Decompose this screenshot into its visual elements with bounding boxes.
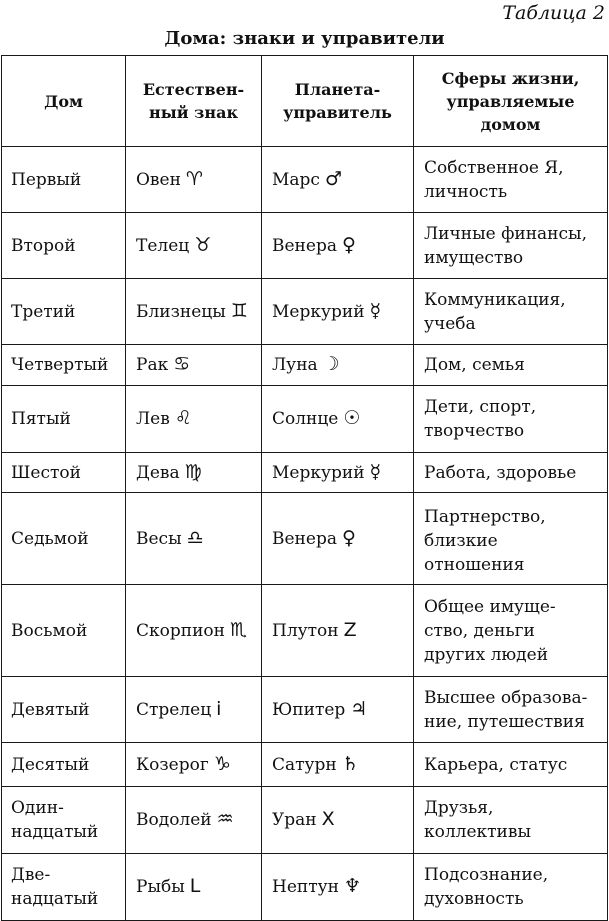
sign-cell <box>126 386 262 453</box>
spheres-text: Высшее образова-ние, путешествия <box>424 687 588 732</box>
spheres-text: Собственное Я, личность <box>424 157 564 202</box>
house-cell <box>2 677 126 743</box>
house-cell <box>2 279 126 345</box>
house-cell <box>2 147 126 213</box>
mars-icon: ♂ <box>324 167 342 190</box>
header-house <box>2 56 126 147</box>
house-name: Седьмой <box>11 528 89 549</box>
spheres-cell <box>414 787 608 854</box>
house-name: Восьмой <box>11 620 88 641</box>
sign-name: Весы <box>136 528 182 549</box>
table-row <box>2 279 608 345</box>
aries-icon: ♈︎ <box>185 167 203 190</box>
virgo-icon: ♍︎ <box>184 460 202 483</box>
sign-name: Овен <box>136 169 181 190</box>
spheres-text: Дети, спорт, творчество <box>424 397 537 441</box>
planet-name: Марс <box>272 169 320 190</box>
venus-icon: ♀ <box>341 233 356 256</box>
house-name: Четвертый <box>11 355 109 375</box>
taurus-icon: ♉︎ <box>194 233 212 256</box>
sagittarius-icon: i <box>216 697 222 720</box>
spheres-text: Подсознание, духовность <box>424 865 549 909</box>
mercury-icon: ☿ <box>369 460 382 483</box>
aquarius-icon: ♒︎ <box>216 808 234 830</box>
sign-name: Стрелец <box>136 699 212 720</box>
table-row <box>2 493 608 585</box>
house-cell <box>2 585 126 677</box>
house-cell <box>2 453 126 493</box>
pisces-icon: L <box>189 875 201 897</box>
planet-cell <box>262 787 414 854</box>
table-row <box>2 677 608 743</box>
planet-name: Сатурн <box>272 754 337 775</box>
header-row <box>2 56 608 147</box>
table-row <box>2 787 608 854</box>
table-row <box>2 585 608 677</box>
house-name: Две-надцатый <box>11 865 99 909</box>
planet-name: Меркурий <box>272 301 365 322</box>
moon-icon: ☽ <box>322 353 340 375</box>
sign-name: Близнецы <box>136 301 226 322</box>
jupiter-icon: ♃ <box>350 697 368 720</box>
house-cell <box>2 213 126 279</box>
sign-name: Козерог <box>136 754 209 775</box>
spheres-text: Коммуникация, учеба <box>424 289 566 334</box>
header-planet <box>262 56 414 147</box>
libra-icon: ♎︎ <box>186 526 204 549</box>
sign-name: Телец <box>136 235 190 256</box>
house-cell <box>2 787 126 854</box>
spheres-text: Общее имуще-ство, деньги других людей <box>424 596 556 665</box>
sign-cell <box>126 743 262 787</box>
house-name: Шестой <box>11 462 81 483</box>
planet-name: Луна <box>272 355 318 375</box>
planet-name: Венера <box>272 528 337 549</box>
header-spheres <box>414 56 608 147</box>
planet-cell <box>262 854 414 921</box>
house-name: Пятый <box>11 409 71 429</box>
planet-cell <box>262 147 414 213</box>
planet-name: Нептун <box>272 877 339 897</box>
spheres-cell <box>414 677 608 743</box>
table-row <box>2 147 608 213</box>
spheres-text: Карьера, статус <box>424 754 568 775</box>
house-cell <box>2 386 126 453</box>
table-row <box>2 213 608 279</box>
header-sign-text: Естествен-ный знак <box>142 80 245 122</box>
spheres-text: Друзья, коллективы <box>424 798 531 842</box>
sun-icon: ☉ <box>343 407 361 429</box>
houses-table <box>1 55 608 921</box>
house-cell <box>2 345 126 386</box>
sign-cell <box>126 453 262 493</box>
sign-cell <box>126 493 262 585</box>
sign-cell <box>126 854 262 921</box>
planet-name: Венера <box>272 235 337 256</box>
spheres-cell <box>414 493 608 585</box>
spheres-cell <box>414 854 608 921</box>
header-planet-text: Планета-управитель <box>283 80 392 122</box>
spheres-text: Партнерство, близкие отношения <box>424 506 546 573</box>
spheres-cell <box>414 147 608 213</box>
house-cell <box>2 854 126 921</box>
sign-cell <box>126 787 262 854</box>
sign-cell <box>126 147 262 213</box>
sign-name: Рак <box>136 355 169 375</box>
mercury-icon: ☿ <box>369 299 382 322</box>
house-cell <box>2 743 126 787</box>
house-name: Второй <box>11 235 76 256</box>
scorpio-icon: ♏︎ <box>229 618 248 641</box>
spheres-cell <box>414 743 608 787</box>
spheres-cell <box>414 213 608 279</box>
planet-name: Юпитер <box>272 699 346 720</box>
table-row <box>2 854 608 921</box>
planet-cell <box>262 493 414 585</box>
spheres-text: Дом, семья <box>424 355 525 375</box>
leo-icon: ♌︎ <box>174 407 192 429</box>
sign-name: Лев <box>136 409 170 429</box>
header-house-text: Дом <box>44 91 83 111</box>
house-name: Первый <box>11 169 82 190</box>
planet-cell <box>262 585 414 677</box>
cancer-icon: ♋︎ <box>173 353 191 375</box>
planet-cell <box>262 213 414 279</box>
planet-name: Солнце <box>272 409 339 429</box>
sign-name: Скорпион <box>136 620 225 641</box>
sign-name: Рыбы <box>136 877 185 897</box>
planet-name: Меркурий <box>272 462 365 483</box>
neptune-icon: ♆ <box>343 875 362 897</box>
planet-name: Уран <box>272 810 317 830</box>
spheres-text: Работа, здоровье <box>424 462 577 483</box>
sign-cell <box>126 279 262 345</box>
saturn-icon: ♄ <box>341 752 359 775</box>
table-row <box>2 386 608 453</box>
planet-cell <box>262 743 414 787</box>
venus-icon: ♀ <box>341 526 356 549</box>
spheres-cell <box>414 585 608 677</box>
planet-cell <box>262 677 414 743</box>
spheres-cell <box>414 453 608 493</box>
spheres-cell <box>414 279 608 345</box>
planet-cell <box>262 386 414 453</box>
header-spheres-text: Сферы жизни, управляемые домом <box>441 68 580 134</box>
pluto-icon: Z <box>343 618 357 641</box>
capricorn-icon: ♑︎ <box>213 752 231 775</box>
planet-name: Плутон <box>272 620 339 641</box>
planet-cell <box>262 453 414 493</box>
spheres-cell <box>414 345 608 386</box>
sign-name: Водолей <box>136 810 212 830</box>
uranus-icon: X <box>321 808 335 830</box>
house-name: Один-надцатый <box>11 798 99 842</box>
sign-cell <box>126 677 262 743</box>
house-name: Десятый <box>11 754 90 775</box>
sign-name: Дева <box>136 462 180 483</box>
sign-cell <box>126 585 262 677</box>
house-cell <box>2 493 126 585</box>
gemini-icon: ♊︎ <box>230 299 248 322</box>
table-row <box>2 345 608 386</box>
sign-cell <box>126 213 262 279</box>
planet-cell <box>262 279 414 345</box>
sign-cell <box>126 345 262 386</box>
table-row <box>2 453 608 493</box>
house-name: Девятый <box>11 699 90 720</box>
planet-cell <box>262 345 414 386</box>
table-row <box>2 743 608 787</box>
header-sign <box>126 56 262 147</box>
table-title: Дома: знаки и управители <box>164 28 445 49</box>
spheres-text: Личные финансы, имущество <box>424 223 587 268</box>
table-label: Таблица 2 <box>502 2 605 24</box>
spheres-cell <box>414 386 608 453</box>
house-name: Третий <box>11 301 76 322</box>
